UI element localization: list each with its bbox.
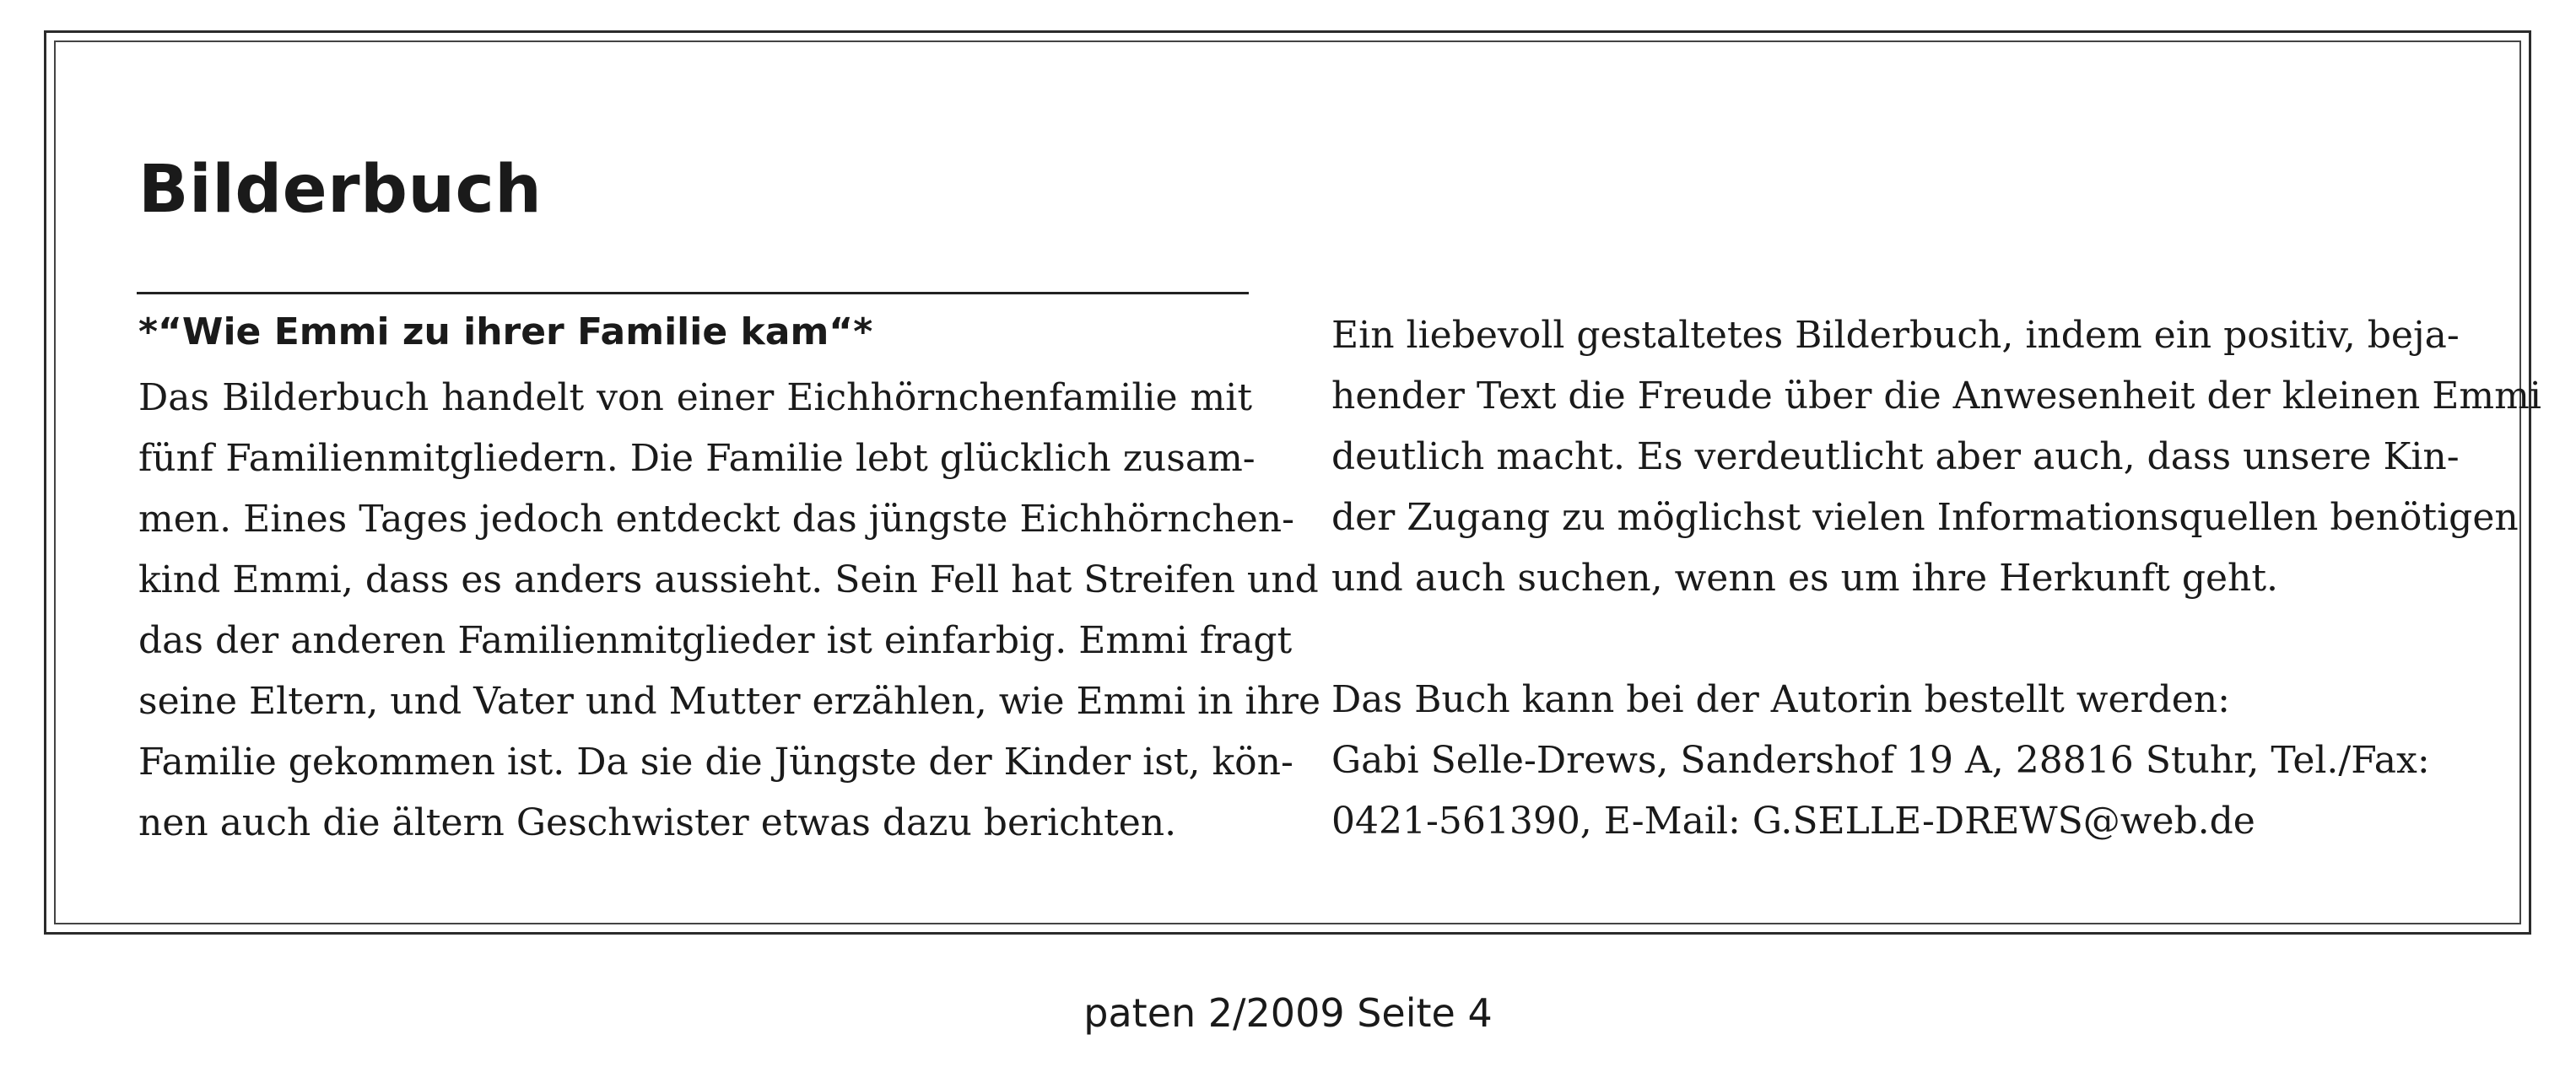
page-footer: paten 2/2009 Seite 4 [1083,990,1493,1036]
text-line: das der anderen Familienmitglieder ist einfarbig. Emmi fragt [138,619,1293,662]
right-column [1331,305,2541,852]
text-line: men. Eines Tages jedoch entdeckt das jüngste Eichhörnchen- [138,498,1295,541]
text-line: seine Eltern, und Vater und Mutter erzählen, wie Emmi in ihre [138,680,1320,723]
text-line: hender Text die Freude über die Anwesenheit der kleinen Emmi [1331,375,2541,418]
heading-rule [137,292,1249,294]
order-line: Gabi Selle-Drews, Sandershof 19 A, 28816 Stuhr, Tel./Fax: [1331,739,2430,782]
text-line: Familie gekommen ist. Da sie die Jüngste der Kinder ist, kön- [138,741,1293,784]
text-line: Ein liebevoll gestaltetes Bilderbuch, indem ein positiv, beja- [1331,314,2460,357]
text-line: und auch suchen, wenn es um ihre Herkunft geht. [1331,557,2279,600]
text-line: deutlich macht. Es verdeutlicht aber auch, dass unsere Kin- [1331,435,2460,478]
contact-line: 0421-561390, E-Mail: G.SELLE-DREWS@web.de [1331,800,2255,843]
left-column [138,368,1320,854]
book-title: *“Wie Emmi zu ihrer Familie kam“* [138,310,873,353]
order-line: Das Buch kann bei der Autorin bestellt werden: [1331,678,2230,721]
section-heading: Bilderbuch [138,152,543,228]
paragraph-gap [1331,609,2445,670]
text-line: nen auch die ältern Geschwister etwas dazu berichten. [138,801,1177,844]
text-line: der Zugang zu möglichst vielen Informationsquellen benötigen [1331,496,2519,539]
text-line: Das Bilderbuch handelt von einer Eichhörnchenfamilie mit [138,376,1252,419]
text-line: fünf Familienmitgliedern. Die Familie lebt glücklich zusam- [138,437,1256,480]
text-line: kind Emmi, dass es anders aussieht. Sein Fell hat Streifen und [138,558,1319,601]
